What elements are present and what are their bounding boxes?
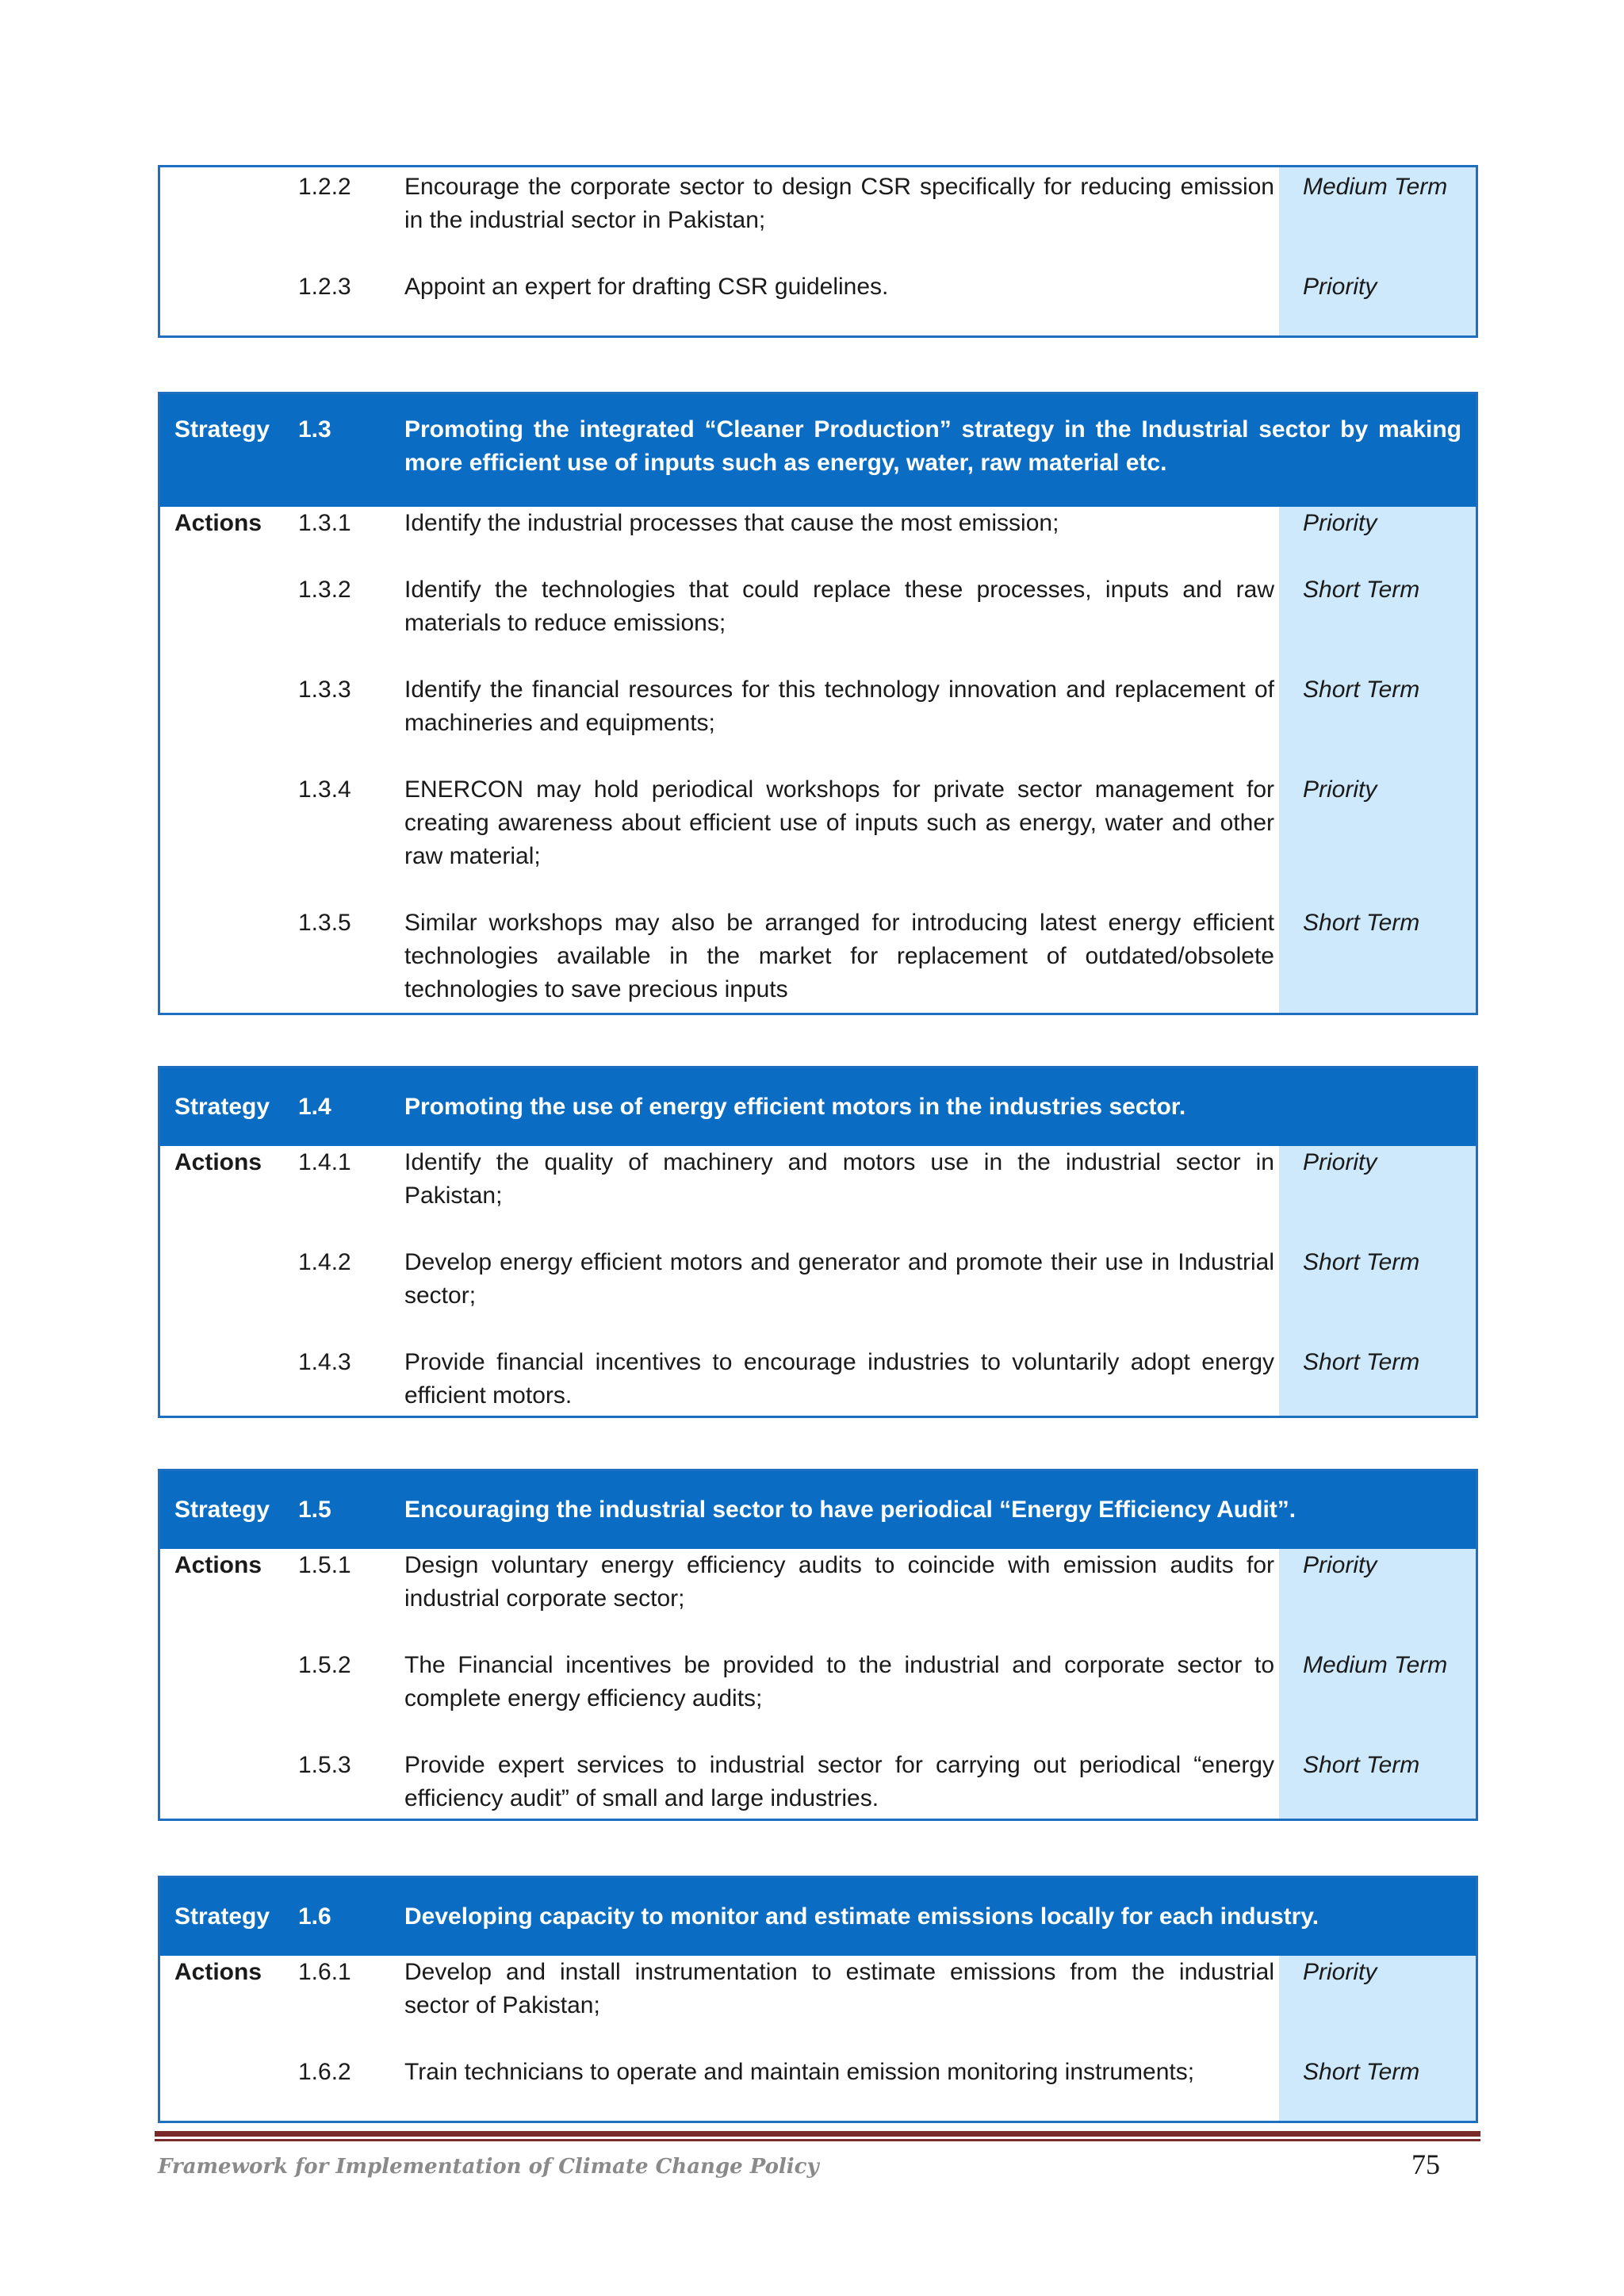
action-number: 1.5.2: [298, 1652, 351, 1678]
strategy-title: Promoting the integrated “Cleaner Production” strategy in the Industrial sector by making more efficient use of inputs such as energy, water, raw material etc.: [404, 416, 1461, 476]
action-text: Develop energy efficient motors and generator and promote their use in Industrial sector;: [404, 1249, 1274, 1309]
action-term: Short Term: [1303, 577, 1420, 603]
action-row: [160, 2056, 1476, 2089]
action-text: Identify the financial resources for this technology innovation and replacement of machineries and equipments;: [404, 677, 1274, 736]
action-number: 1.3.4: [298, 776, 351, 803]
strategy-label: Strategy: [174, 1903, 270, 1930]
action-row: [160, 507, 1476, 540]
actions-label: Actions: [174, 510, 262, 536]
action-text: Design voluntary energy efficiency audits to coincide with emission audits for industrial corporate sector;: [404, 1552, 1274, 1612]
action-term: Medium Term: [1303, 174, 1448, 200]
action-text: Identify the industrial processes that cause the most emission;: [404, 510, 1059, 536]
action-number: 1.3.2: [298, 577, 351, 603]
action-term: Medium Term: [1303, 1652, 1448, 1678]
strategy-title: Developing capacity to monitor and estimate emissions locally for each industry.: [404, 1903, 1320, 1930]
action-number: 1.2.3: [298, 274, 351, 300]
action-row: [160, 1146, 1476, 1213]
strategy-table-1-4: [158, 1066, 1478, 1418]
strategy-table-1-6: [158, 1876, 1478, 2123]
action-row: [160, 1549, 1476, 1616]
action-term: Short Term: [1303, 910, 1420, 936]
action-text: Develop and install instrumentation to estimate emissions from the industrial sector of Pakistan;: [404, 1959, 1274, 2018]
action-term: Short Term: [1303, 677, 1420, 703]
action-row: [160, 1749, 1476, 1815]
strategy-title: Promoting the use of energy efficient motors in the industries sector.: [404, 1094, 1186, 1120]
strategy-header: [160, 1068, 1476, 1146]
action-text: Similar workshops may also be arranged for introducing latest energy efficient technologies available in the market for replacement of outdated/obsolete technologies to save precious inputs: [404, 910, 1274, 1002]
action-row: [160, 1346, 1476, 1412]
action-text: Train technicians to operate and maintain emission monitoring instruments;: [404, 2059, 1195, 2085]
actions-label: Actions: [174, 1149, 262, 1175]
action-row: [160, 270, 1476, 304]
action-text: Encourage the corporate sector to design CSR specifically for reducing emission in the industrial sector in Pakistan;: [404, 174, 1274, 233]
action-text: Appoint an expert for drafting CSR guidelines.: [404, 274, 889, 300]
action-term: Priority: [1303, 1959, 1377, 1985]
action-term: Short Term: [1303, 1752, 1420, 1778]
strategy-header: [160, 1471, 1476, 1549]
footer-document-title: Framework for Implementation of Climate Change Policy: [158, 2155, 819, 2179]
action-term: Short Term: [1303, 2059, 1420, 2085]
action-table-1-2: [158, 165, 1478, 338]
action-text: Provide financial incentives to encourage industries to voluntarily adopt energy efficient motors.: [404, 1349, 1274, 1409]
strategy-number: 1.6: [298, 1903, 331, 1930]
strategy-label: Strategy: [174, 1497, 270, 1523]
actions-label: Actions: [174, 1552, 262, 1578]
action-row: [160, 1956, 1476, 2022]
strategy-title: Encouraging the industrial sector to have periodical “Energy Efficiency Audit”.: [404, 1497, 1297, 1523]
action-number: 1.5.3: [298, 1752, 351, 1778]
strategy-label: Strategy: [174, 1094, 270, 1120]
action-row: [160, 773, 1476, 873]
action-number: 1.3.1: [298, 510, 351, 536]
action-row: [160, 907, 1476, 1006]
action-number: 1.6.2: [298, 2059, 351, 2085]
action-text: Identify the quality of machinery and motors use in the industrial sector in Pakistan;: [404, 1149, 1274, 1209]
actions-label: Actions: [174, 1959, 262, 1985]
action-number: 1.4.2: [298, 1249, 351, 1275]
footer-rule: [155, 2131, 1480, 2137]
action-number: 1.3.5: [298, 910, 351, 936]
action-row: [160, 167, 1476, 237]
action-number: 1.2.2: [298, 174, 351, 200]
action-row: [160, 573, 1476, 640]
action-text: Identify the technologies that could replace these processes, inputs and raw materials to reduce emissions;: [404, 577, 1274, 636]
page-number: 75: [1411, 2148, 1440, 2180]
action-term: Priority: [1303, 1149, 1377, 1175]
strategy-label: Strategy: [174, 416, 270, 443]
action-text: Provide expert services to industrial sector for carrying out periodical “energy efficiency audit” of small and large industries.: [404, 1752, 1274, 1811]
strategy-number: 1.5: [298, 1497, 331, 1523]
action-text: ENERCON may hold periodical workshops for private sector management for creating awareness about efficient use of inputs such as energy, water and other raw material;: [404, 776, 1274, 869]
action-number: 1.4.3: [298, 1349, 351, 1375]
action-term: Priority: [1303, 510, 1377, 536]
strategy-header: [160, 394, 1476, 507]
action-text: The Financial incentives be provided to the industrial and corporate sector to complete energy efficiency audits;: [404, 1652, 1274, 1711]
action-term: Priority: [1303, 1552, 1377, 1578]
strategy-header: [160, 1878, 1476, 1956]
action-number: 1.4.1: [298, 1149, 351, 1175]
action-term: Short Term: [1303, 1349, 1420, 1375]
action-term: Priority: [1303, 274, 1377, 300]
action-term: Priority: [1303, 776, 1377, 803]
footer-rule-thin: [155, 2139, 1480, 2141]
action-row: [160, 1649, 1476, 1715]
action-number: 1.6.1: [298, 1959, 351, 1985]
action-number: 1.3.3: [298, 677, 351, 703]
strategy-table-1-5: [158, 1469, 1478, 1821]
strategy-number: 1.3: [298, 416, 331, 443]
action-row: [160, 673, 1476, 740]
action-row: [160, 1246, 1476, 1313]
action-term: Short Term: [1303, 1249, 1420, 1275]
strategy-number: 1.4: [298, 1094, 331, 1120]
strategy-table-1-3: [158, 392, 1478, 1015]
action-number: 1.5.1: [298, 1552, 351, 1578]
